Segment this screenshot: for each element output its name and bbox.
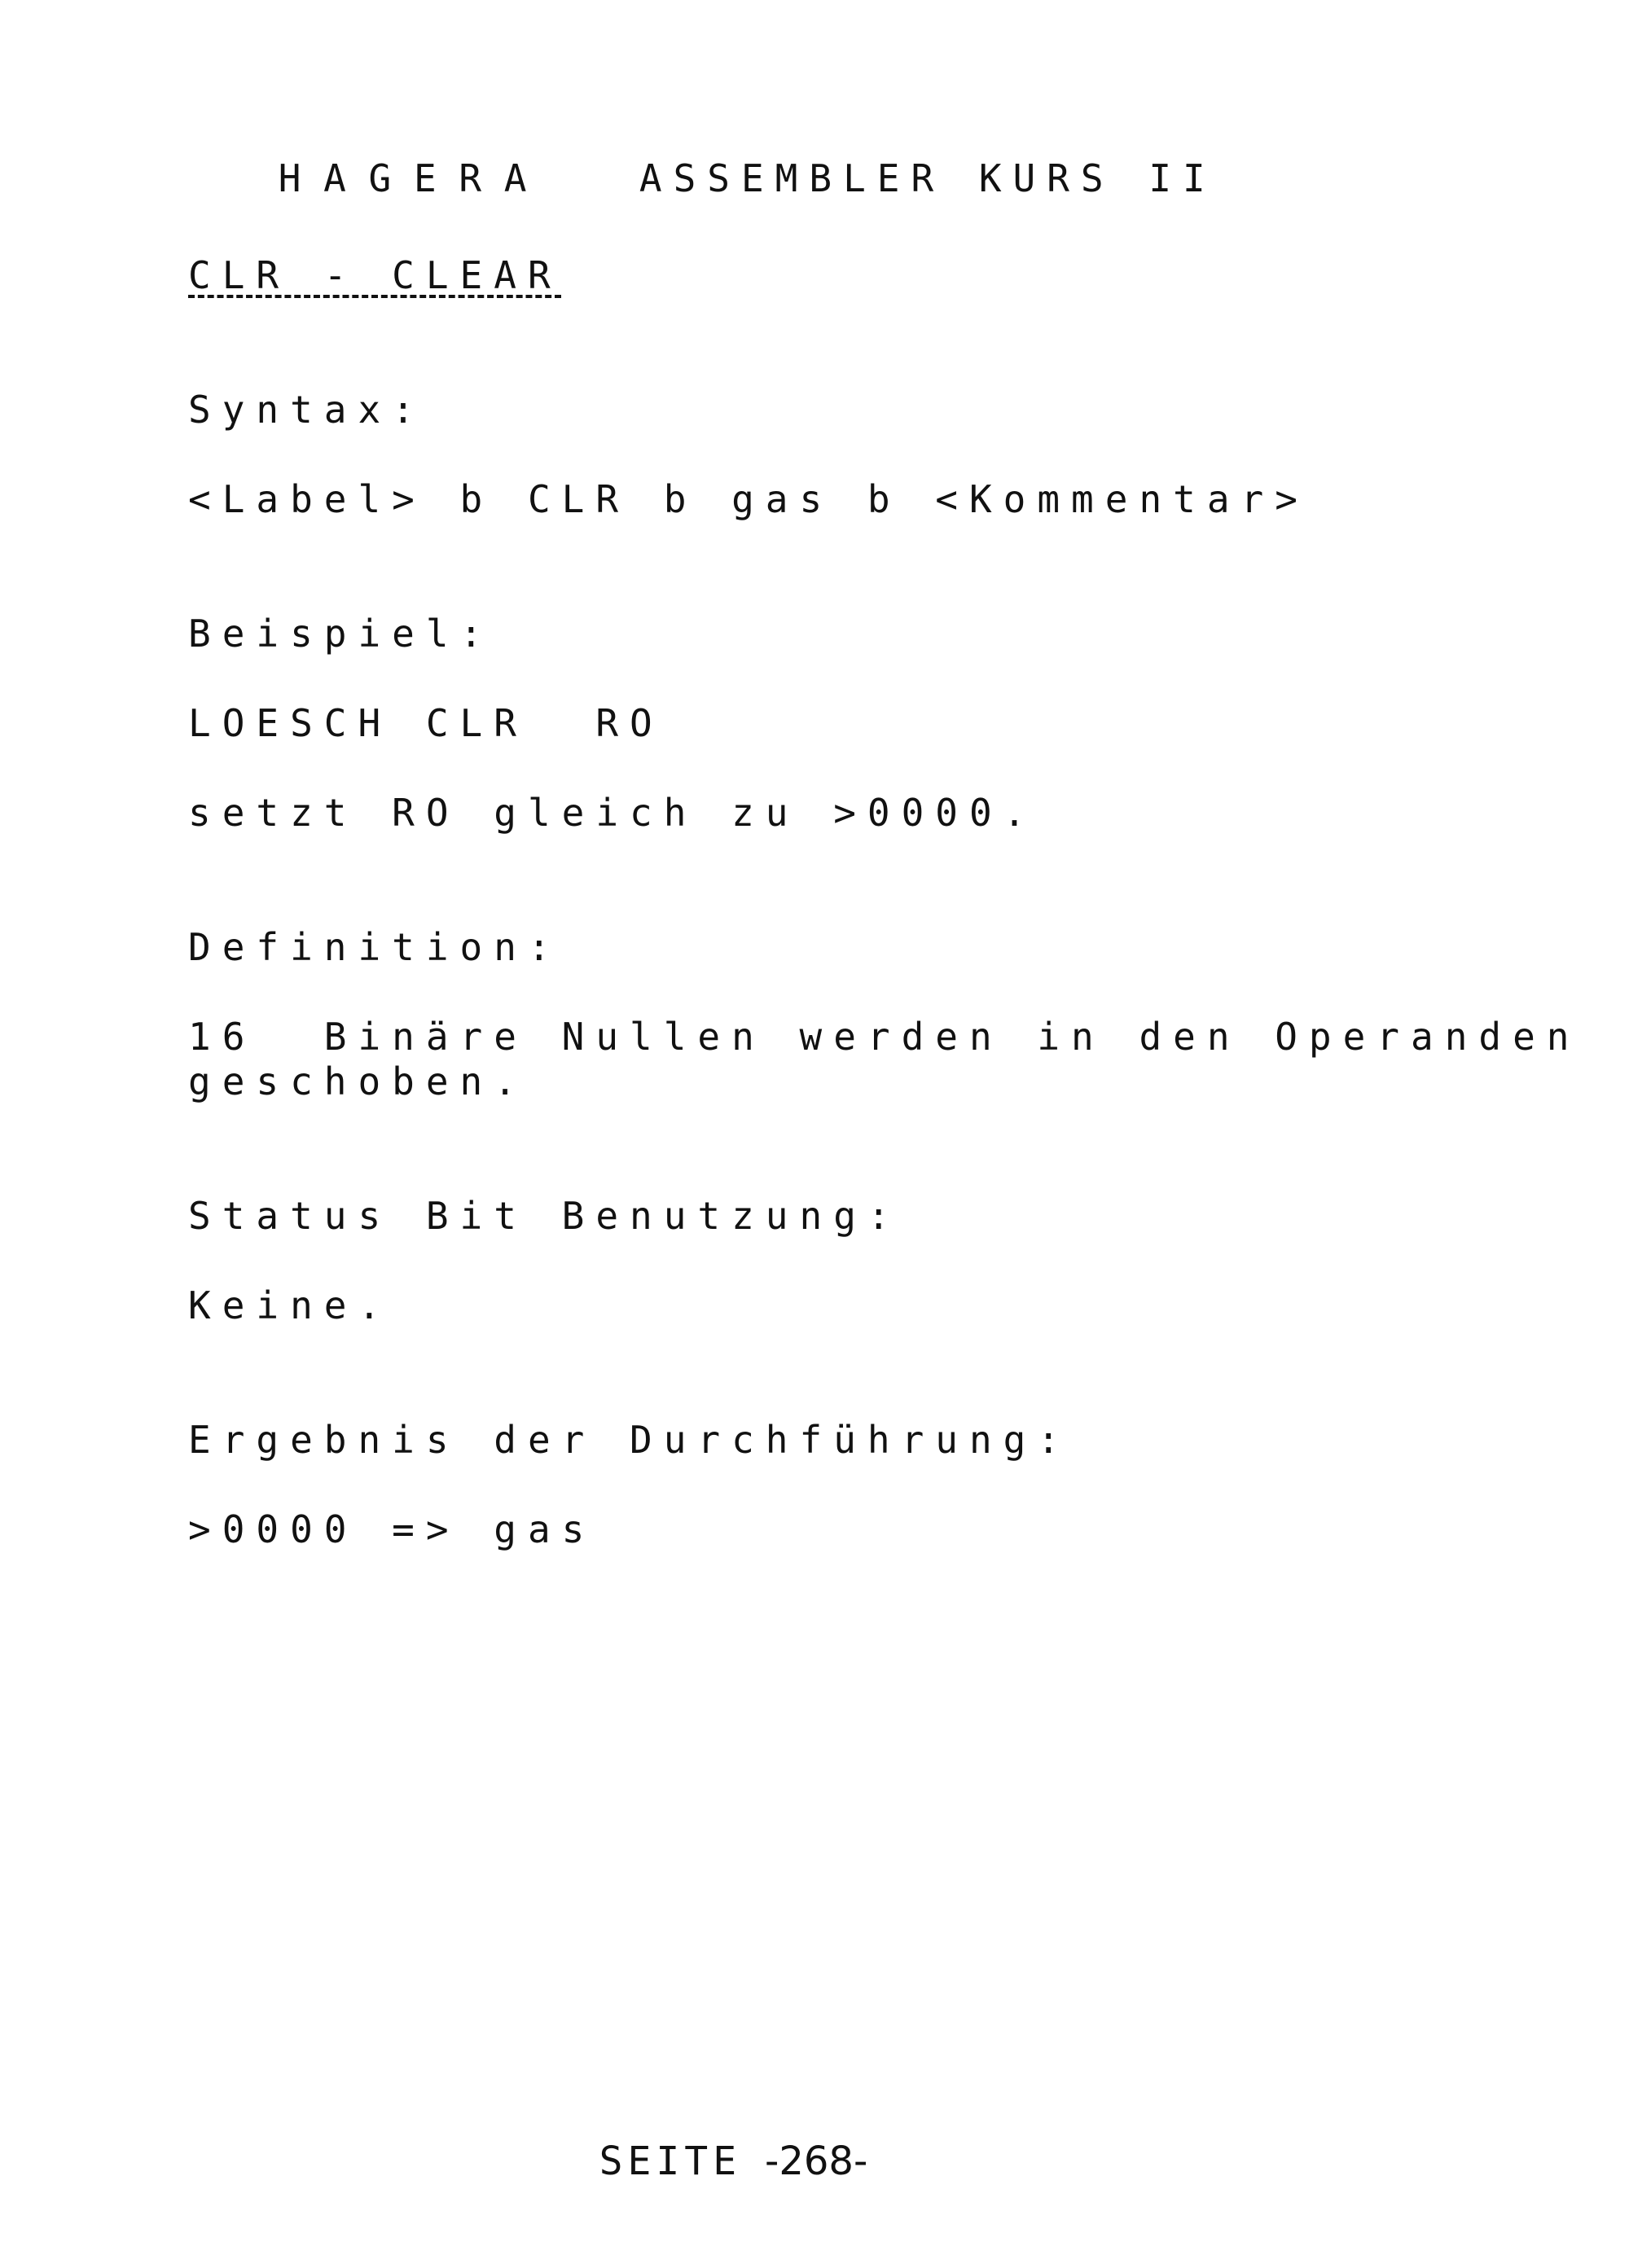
example-label: Beispiel: <box>188 612 494 656</box>
syntax-text: <Label> b CLR b gas b <Kommentar> <box>188 477 1309 521</box>
status-text: Keine. <box>188 1283 393 1327</box>
section-heading: CLR - CLEAR <box>188 253 562 297</box>
example-code: LOESCH CLR RO <box>188 701 664 745</box>
example-text: setzt RO gleich zu >0000. <box>188 791 1038 835</box>
page-word: SEITE <box>599 2139 742 2184</box>
definition-line-2: geschoben. <box>188 1059 528 1103</box>
status-label: Status Bit Benutzung: <box>188 1194 902 1238</box>
course-title: ASSEMBLER KURS II <box>639 156 1217 200</box>
result-text: >0000 => gas <box>188 1507 596 1551</box>
page-header <box>188 122 1217 235</box>
result-label: Ergebnis der Durchführung: <box>188 1418 1072 1462</box>
page-number: -268- <box>765 2139 868 2184</box>
company-name: H A G E R A <box>278 156 527 200</box>
definition-label: Definition: <box>188 925 562 969</box>
page-footer <box>505 2103 867 2220</box>
definition-line-1: 16 Binäre Nullen werden in den Operanden <box>188 1015 1581 1059</box>
syntax-label: Syntax: <box>188 388 426 432</box>
